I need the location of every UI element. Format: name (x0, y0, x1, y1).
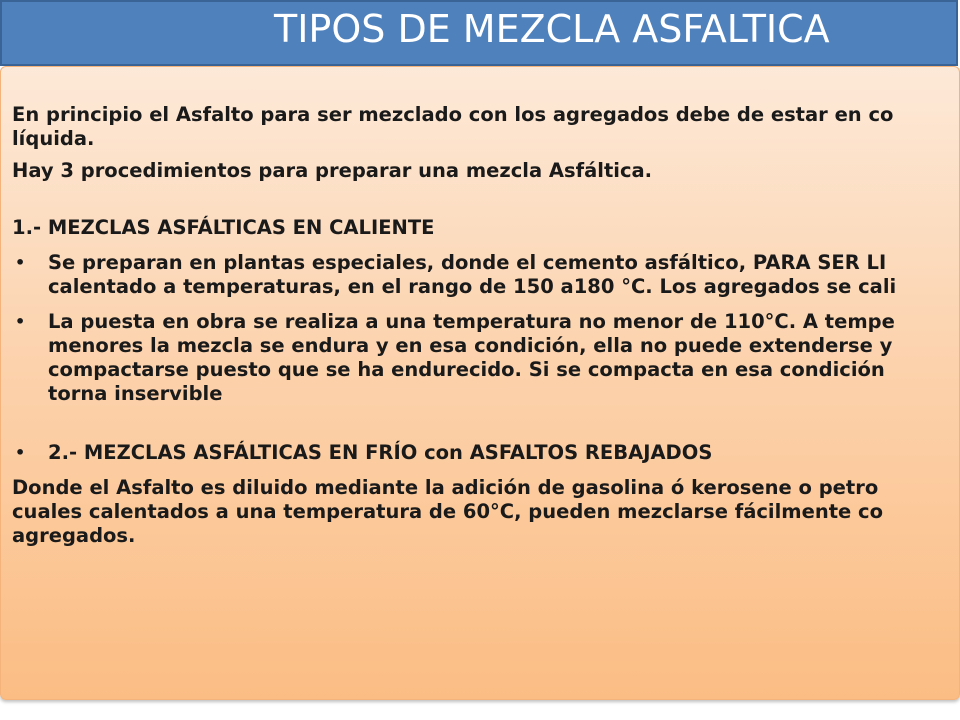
bullet-line: Se preparan en plantas especiales, donde el cemento asfáltico, PARA SER LI (48, 251, 887, 274)
bullet-line: torna inservible (48, 382, 223, 405)
bullet-item (12, 251, 960, 299)
bullet-line: calentado a temperaturas, en el rango de 150 a180 °C. Los agregados se cali (48, 275, 897, 298)
body-text (12, 103, 960, 548)
bullet-line: menores la mezcla se endura y en esa condición, ella no puede extenderse y (48, 334, 893, 357)
bullet-icon: • (15, 312, 26, 331)
intro-line-2: líquida. (12, 127, 95, 150)
title-bar (0, 0, 958, 66)
bullet-line: compactarse puesto que se ha endurecido. Si se compacta en esa condición (48, 358, 885, 381)
slide-title: TIPOS DE MEZCLA ASFALTICA (274, 7, 830, 51)
closing-line-1: Donde el Asfalto es diluido mediante la adición de gasolina ó kerosene o petro (12, 476, 879, 499)
closing-line-3: agregados. (12, 524, 136, 547)
content-box (0, 66, 960, 700)
closing-line-2: cuales calentados a una temperatura de 60°C, pueden mezclarse fácilmente co (12, 500, 884, 523)
bullet-item (12, 441, 960, 465)
section-heading-hot-mix: 1.- MEZCLAS ASFÁLTICAS EN CALIENTE (12, 216, 435, 239)
procedures-sentence: Hay 3 procedimientos para preparar una mezcla Asfáltica. (12, 159, 653, 182)
section-heading-cold-mix: 2.- MEZCLAS ASFÁLTICAS EN FRÍO con ASFALTOS REBAJADOS (48, 441, 713, 464)
bullet-line: La puesta en obra se realiza a una temperatura no menor de 110°C. A tempe (48, 310, 895, 333)
bullet-icon: • (15, 253, 26, 272)
intro-line-1: En principio el Asfalto para ser mezclado con los agregados debe de estar en co (12, 103, 894, 126)
bullet-icon: • (15, 443, 26, 462)
bullet-item (12, 310, 960, 406)
